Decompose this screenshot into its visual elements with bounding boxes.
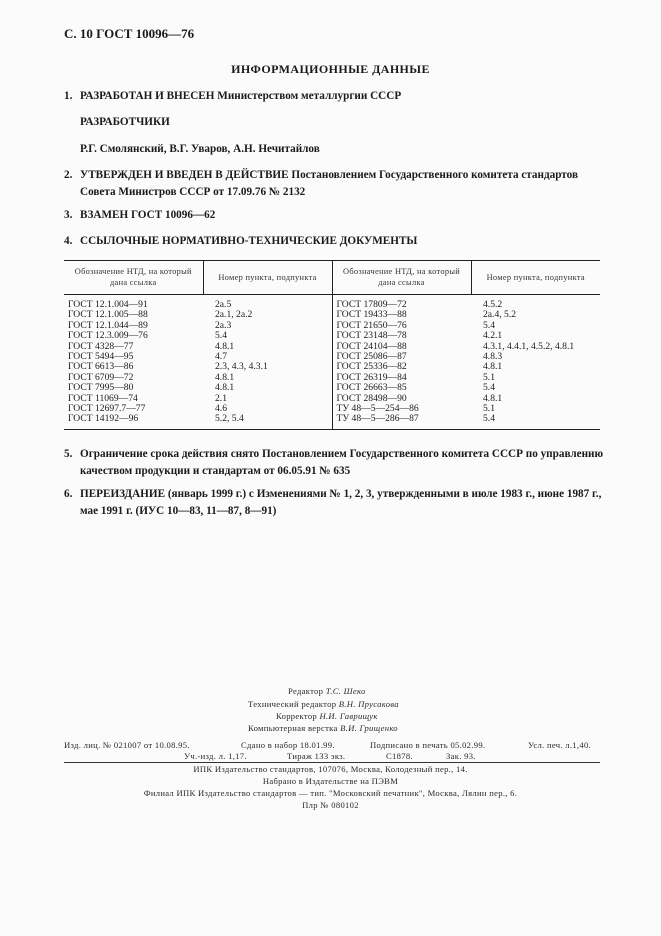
section-1-number: 1. xyxy=(64,90,73,102)
page-header: С. 10 ГОСТ 10096—76 xyxy=(64,26,195,41)
table-row xyxy=(64,373,600,383)
imprint-editor: Редактор Т.С. Шеко xyxy=(288,686,366,696)
section-2 xyxy=(64,167,604,200)
table-row xyxy=(64,295,600,311)
ntd-cell: ГОСТ 26319—84 xyxy=(332,373,471,383)
section-2-text: Постановлением Государственного комитета стандартов Совета Министров СССР от 17.09.76 № 2132 xyxy=(80,169,579,198)
clause-cell: 4.2.1 xyxy=(483,330,503,342)
section-3-text: ВЗАМЕН ГОСТ 10096—62 xyxy=(80,209,216,221)
ntd-cell: ГОСТ 6613—86 xyxy=(68,361,134,373)
ntd-cell: ГОСТ 17809—72 xyxy=(332,295,471,311)
clause-cell: 2а.5 xyxy=(215,299,232,310)
imprint-pub-sheets: Уч.-изд. л. 1,17. xyxy=(184,751,247,761)
imprint-code: С1878. xyxy=(386,751,413,761)
developers-names: Р.Г. Смолянский, В.Г. Уваров, А.Н. Нечитайлов xyxy=(80,143,320,155)
section-5-number: 5. xyxy=(64,448,73,460)
table-body xyxy=(64,295,600,430)
ntd-cell: ГОСТ 12.1.005—88 xyxy=(68,309,148,321)
clause-cell: 4.5.2 xyxy=(483,299,503,310)
imprint-corrector: Корректор Н.И. Гаврищук xyxy=(276,711,378,721)
clause-cell: 5.4 xyxy=(483,382,495,394)
imprint-branch: Филиал ИПК Издательство стандартов — тип. "Московский печатник", Москва, Лялин пер., 6. xyxy=(143,788,518,798)
ntd-cell: ГОСТ 12.1.004—91 xyxy=(68,299,148,310)
imprint-publisher: ИПК Издательство стандартов, 107076, Москва, Колодезный пер., 14. xyxy=(193,764,468,774)
section-3 xyxy=(64,207,215,224)
imprint-divider xyxy=(64,762,600,763)
clause-cell: 5.1 xyxy=(483,371,495,383)
table-row xyxy=(64,414,600,429)
header-clause-1: Номер пункта, подпункта xyxy=(203,261,332,295)
clause-cell: 5.4 xyxy=(483,319,495,331)
ntd-cell: ТУ 48—5—254—86 xyxy=(332,404,471,414)
ntd-cell: ГОСТ 24104—88 xyxy=(332,342,471,352)
clause-cell: 4.3.1, 4.4.1, 4.5.2, 4.8.1 xyxy=(483,340,575,352)
clause-cell: 5.4 xyxy=(215,330,227,342)
section-1-text: Министерством металлургии СССР xyxy=(214,90,402,102)
section-5 xyxy=(64,446,604,479)
clause-cell: 2а.1, 2а.2 xyxy=(215,309,253,321)
clause-cell: 2.3, 4.3, 4.3.1 xyxy=(215,361,268,373)
table-header-row xyxy=(64,261,600,295)
section-5-text: Ограничение срока действия снято Постановлением Государственного комитета СССР по управлению качеством продукции и стандартам от 06.05.91 № 635 xyxy=(80,448,604,477)
table-row xyxy=(64,352,600,362)
ntd-cell: ТУ 48—5—286—87 xyxy=(332,414,471,429)
imprint-license: Изд. лиц. № 021007 от 10.08.95. xyxy=(64,740,190,750)
clause-cell: 2.1 xyxy=(215,392,227,404)
imprint-tech-editor: Технический редактор В.Н. Прусакова xyxy=(248,699,399,709)
clause-cell: 2а.3 xyxy=(215,319,232,331)
ntd-cell: ГОСТ 12.1.044—89 xyxy=(68,319,148,331)
section-2-number: 2. xyxy=(64,169,73,181)
clause-cell: 5.4 xyxy=(471,414,600,429)
clause-cell: 4.8.1 xyxy=(215,340,235,352)
clause-cell: 4.8.1 xyxy=(215,382,235,394)
table-row xyxy=(64,404,600,414)
clause-cell: 4.7 xyxy=(215,351,227,363)
imprint-print-sheets: Усл. печ. л.1,40. xyxy=(528,740,591,750)
clause-cell: 4.8.1 xyxy=(483,361,503,373)
table-row xyxy=(64,342,600,352)
section-4-text: ССЫЛОЧНЫЕ НОРМАТИВНО-ТЕХНИЧЕСКИЕ ДОКУМЕНТЫ xyxy=(80,235,418,247)
ntd-cell: ГОСТ 11069—74 xyxy=(68,392,138,404)
section-2-heading: УТВЕРЖДЕН И ВВЕДЕН В ДЕЙСТВИЕ xyxy=(80,169,289,181)
info-title: ИНФОРМАЦИОННЫЕ ДАННЫЕ xyxy=(231,62,430,76)
ntd-cell: ГОСТ 4328—77 xyxy=(68,340,134,352)
ntd-cell: ГОСТ 23148—78 xyxy=(332,331,471,341)
imprint-run: Тираж 133 экз. xyxy=(287,751,346,761)
ntd-cell: ГОСТ 12697.7—77 xyxy=(68,403,146,415)
section-4 xyxy=(64,233,417,250)
ntd-cell: ГОСТ 28498—90 xyxy=(332,394,471,404)
imprint-plr: Плр № 080102 xyxy=(302,800,359,810)
section-6 xyxy=(64,486,604,519)
clause-cell: 4.6 xyxy=(215,403,227,415)
clause-cell: 4.8.1 xyxy=(483,392,503,404)
table-row xyxy=(64,362,600,372)
clause-cell: 4.8.1 xyxy=(215,371,235,383)
table-row xyxy=(64,383,600,393)
imprint-sent: Сдано в набор 18.01.99. xyxy=(241,740,335,750)
clause-cell: 4.8.3 xyxy=(483,351,503,363)
ntd-cell: ГОСТ 14192—96 xyxy=(64,414,203,429)
imprint-layout: Компьютерная верстка В.И. Грищенко xyxy=(248,723,398,733)
section-3-number: 3. xyxy=(64,209,73,221)
header-ntd-2: Обозначение НТД, на который дана ссылка xyxy=(332,261,471,295)
clause-cell: 5.1 xyxy=(483,403,495,415)
reference-table xyxy=(64,260,600,430)
ntd-cell: ГОСТ 26663—85 xyxy=(332,383,471,393)
clause-cell: 2а.4, 5.2 xyxy=(483,309,517,321)
section-1 xyxy=(64,88,401,105)
section-4-number: 4. xyxy=(64,235,73,247)
section-1-heading: РАЗРАБОТАН И ВНЕСЕН xyxy=(80,90,215,102)
developers-label: РАЗРАБОТЧИКИ xyxy=(80,116,170,128)
ntd-cell: ГОСТ 25336—82 xyxy=(332,362,471,372)
imprint-order: Зак. 93. xyxy=(446,751,476,761)
section-6-heading: ПЕРЕИЗДАНИЕ xyxy=(80,488,166,500)
section-6-number: 6. xyxy=(64,488,73,500)
ntd-cell: ГОСТ 21650—76 xyxy=(332,321,471,331)
clause-cell: 5.2, 5.4 xyxy=(203,414,332,429)
ntd-cell: ГОСТ 19433—88 xyxy=(332,310,471,320)
ntd-cell: ГОСТ 7995—80 xyxy=(68,382,134,394)
ntd-cell: ГОСТ 6709—72 xyxy=(68,371,134,383)
imprint-signed: Подписано в печать 05.02.99. xyxy=(370,740,486,750)
header-ntd-1: Обозначение НТД, на который дана ссылка xyxy=(64,261,203,295)
imprint-typeset: Набрано в Издательстве на ПЭВМ xyxy=(262,776,399,786)
ntd-cell: ГОСТ 12.3.009—76 xyxy=(68,330,148,342)
header-clause-2: Номер пункта, подпункта xyxy=(471,261,600,295)
ntd-cell: ГОСТ 25086—87 xyxy=(332,352,471,362)
ntd-cell: ГОСТ 5494—95 xyxy=(68,351,134,363)
section-6-text: (январь 1999 г.) с Изменениями № 1, 2, 3, утвержденными в июле 1983 г., июне 1987 г., мае 1991 г. (ИУС 10—83, 11—87, 8—91) xyxy=(80,488,602,517)
